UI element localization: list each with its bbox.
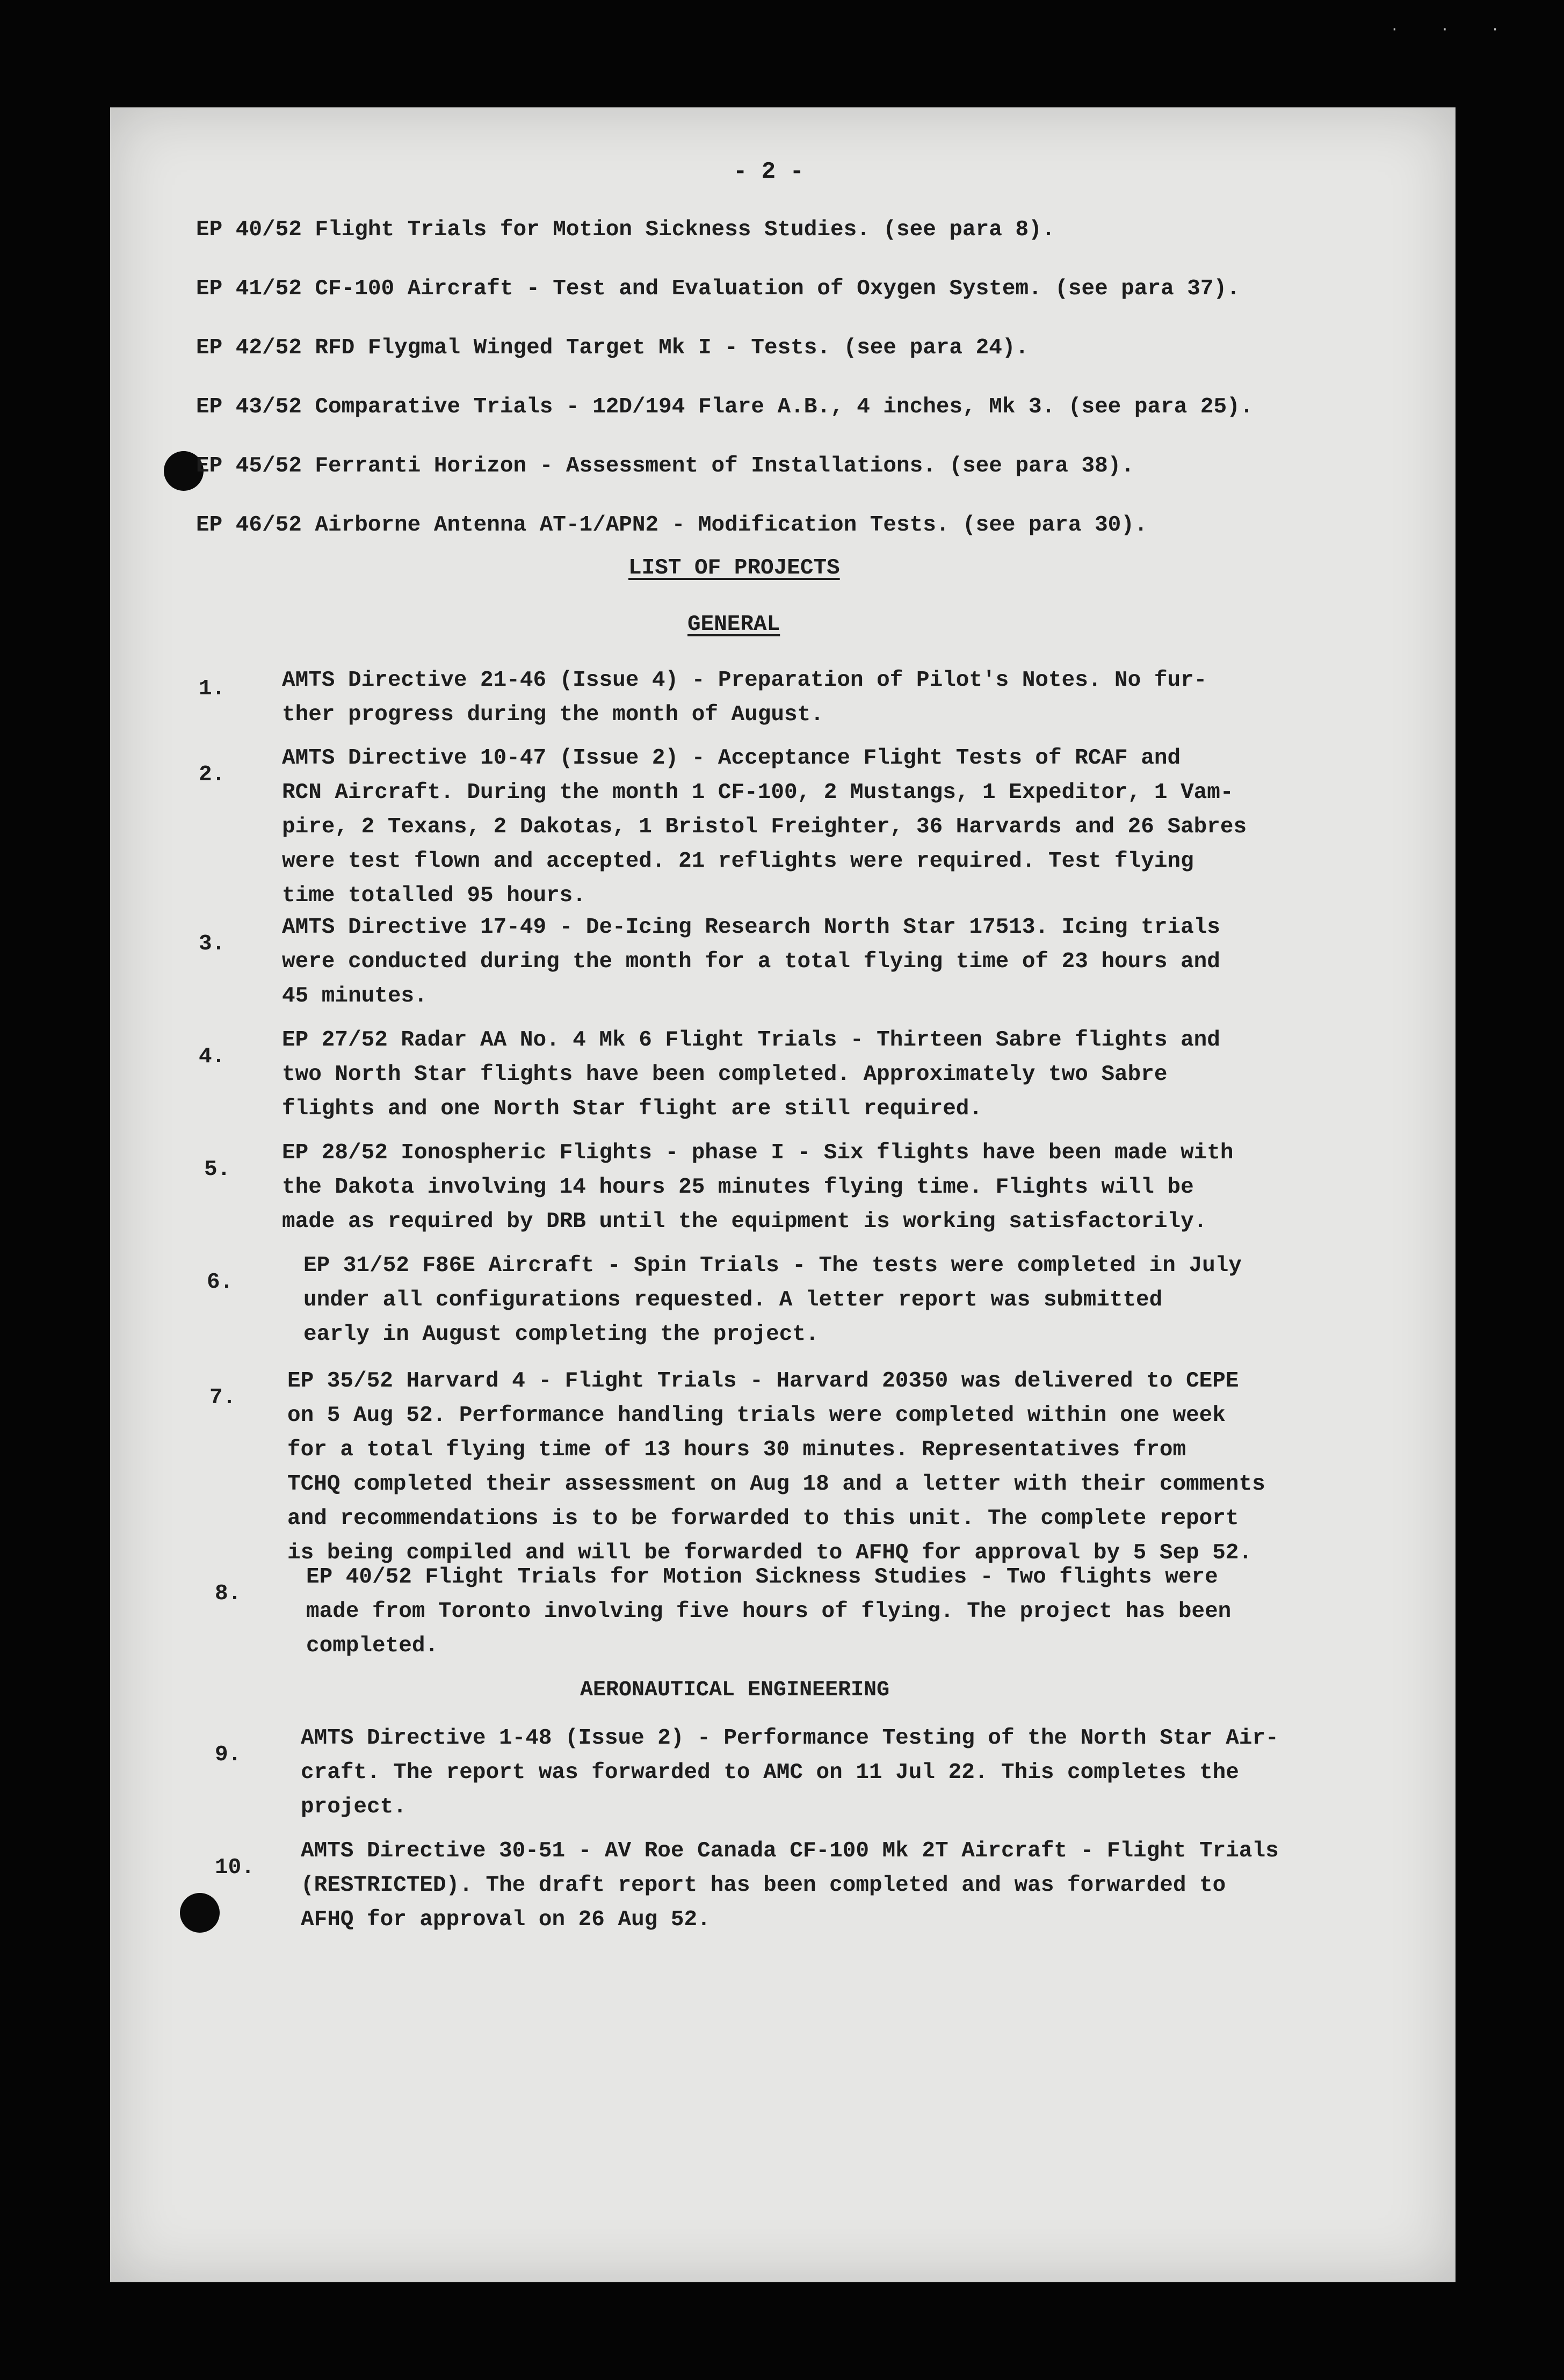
punch-hole-bottom <box>180 1893 220 1933</box>
item-number: 10. <box>215 1855 255 1880</box>
project-item-text: EP 35/52 Harvard 4 - Flight Trials - Harvard 20350 was delivered to CEPE on 5 Aug 52. Performance handling trials were completed within one week for a total flying time of 13 hours 30 minutes. Representatives from TCHQ completed their assessment on Aug 18 and a letter with their comments and recommendations is to be forwarded to this unit. The complete report is being compiled and will be forwarded to AFHQ for approval by 5 Sep 52. <box>287 1369 1265 1565</box>
list-of-projects-heading: LIST OF PROJECTS <box>628 556 840 581</box>
page-number: - 2 - <box>733 158 805 185</box>
item-number: 6. <box>207 1270 234 1295</box>
item-number: 5. <box>204 1157 231 1182</box>
project-item-text: EP 40/52 Flight Trials for Motion Sickness Studies - Two flights were made from Toronto involving five hours of flying. The project has been completed. <box>306 1565 1232 1658</box>
project-item-text: AMTS Directive 21-46 (Issue 4) - Preparation of Pilot's Notes. No fur- ther progress during the month of August. <box>282 668 1207 727</box>
project-item-text: AMTS Directive 30-51 - AV Roe Canada CF-100 Mk 2T Aircraft - Flight Trials (RESTRICTED). The draft report has been completed and was forwarded to AFHQ for approval on 26 Aug 52. <box>301 1839 1279 1932</box>
ep-list-item: EP 41/52 CF-100 Aircraft - Test and Evaluation of Oxygen System. (see para 37). <box>196 277 1240 301</box>
document-page <box>110 107 1456 2282</box>
project-item-text: EP 28/52 Ionospheric Flights - phase I - Six flights have been made with the Dakota involving 14 hours 25 minutes flying time. Flights will be made as required by DRB until the equipment is working satisfactorily. <box>282 1141 1234 1234</box>
item-number: 1. <box>199 677 226 701</box>
item-number: 3. <box>199 932 226 956</box>
ep-list-item: EP 40/52 Flight Trials for Motion Sickness Studies. (see para 8). <box>196 217 1055 242</box>
project-item-text: EP 27/52 Radar AA No. 4 Mk 6 Flight Trials - Thirteen Sabre flights and two North Star flights have been completed. Approximately two Sabre flights and one North Star flight are still required. <box>282 1028 1220 1121</box>
project-item-text: AMTS Directive 10-47 (Issue 2) - Acceptance Flight Tests of RCAF and RCN Aircraft. During the month 1 CF-100, 2 Mustangs, 1 Expeditor, 1 Vam- pire, 2 Texans, 2 Dakotas, 1 Bristol Freighter, 36 Harvards and 26 Sabres were test flown and accepted. 21 reflights were required. Test flying time totalled 95 hours. <box>282 746 1247 908</box>
ep-list-item: EP 46/52 Airborne Antenna AT-1/APN2 - Modification Tests. (see para 30). <box>196 513 1148 538</box>
item-number: 9. <box>215 1743 242 1767</box>
item-number: 4. <box>199 1044 226 1069</box>
item-number: 8. <box>215 1581 242 1606</box>
project-item-text: AMTS Directive 17-49 - De-Icing Research North Star 17513. Icing trials were conducted during the month for a total flying time of 23 hours and 45 minutes. <box>282 915 1220 1008</box>
item-number: 7. <box>209 1385 236 1410</box>
ep-list-item: EP 45/52 Ferranti Horizon - Assessment of Installations. (see para 38). <box>196 454 1134 478</box>
project-item-text: EP 31/52 F86E Aircraft - Spin Trials - The tests were completed in July under all configurations requested. A letter report was submitted early in August completing the project. <box>303 1253 1242 1347</box>
ep-list-item: EP 43/52 Comparative Trials - 12D/194 Flare A.B., 4 inches, Mk 3. (see para 25). <box>196 395 1254 419</box>
film-frame-marks: · · · <box>1389 21 1516 38</box>
project-item-text: AMTS Directive 1-48 (Issue 2) - Performance Testing of the North Star Air- craft. The report was forwarded to AMC on 11 Jul 22. This completes the project. <box>301 1726 1279 1819</box>
item-number: 2. <box>199 763 226 787</box>
aeronautical-engineering-heading: AERONAUTICAL ENGINEERING <box>580 1678 890 1702</box>
ep-list-item: EP 42/52 RFD Flygmal Winged Target Mk I - Tests. (see para 24). <box>196 336 1029 360</box>
general-heading: GENERAL <box>687 612 780 637</box>
